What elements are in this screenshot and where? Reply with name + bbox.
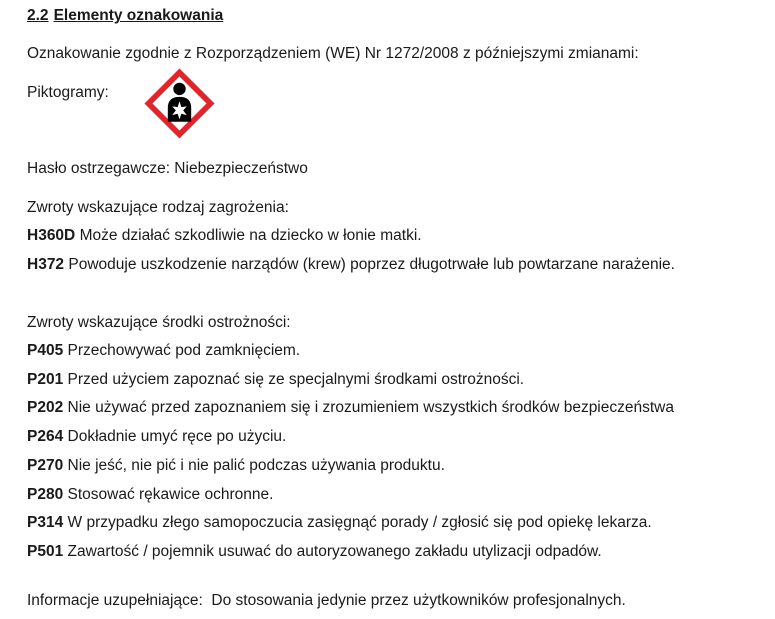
statement-text: Może działać szkodliwie na dziecko w łonie matki.: [79, 227, 422, 244]
hazard-statement: [27, 227, 422, 245]
statement-code: P405: [27, 342, 64, 359]
precautionary-statement: [27, 428, 286, 446]
precautionary-statements-heading: Zwroty wskazujące środki ostrożności:: [27, 314, 291, 331]
statement-text: Nie używać przed zapoznaniem się i zrozumieniem wszystkich środków bezpieczeństwa: [67, 399, 674, 416]
supplementary-text: Do stosowania jedynie przez użytkowników profesjonalnych.: [211, 592, 626, 609]
statement-code: P264: [27, 428, 64, 445]
pictograms-label: Piktogramy:: [27, 84, 109, 101]
signal-word: Hasło ostrzegawcze: Niebezpieczeństwo: [27, 160, 308, 177]
precautionary-statement: [27, 371, 524, 389]
supplementary-label: Informacje uzupełniające:: [27, 592, 203, 609]
statement-text: Nie jeść, nie pić i nie palić podczas używania produktu.: [67, 457, 445, 474]
precautionary-statement: [27, 457, 445, 475]
statement-code: P314: [27, 514, 64, 531]
statement-code: P270: [27, 457, 64, 474]
precautionary-statement: [27, 399, 674, 417]
section-heading: [27, 7, 223, 25]
statement-text: Stosować rękawice ochronne.: [67, 486, 274, 503]
statement-code: P201: [27, 371, 64, 388]
statement-text: Przechowywać pod zamknięciem.: [67, 342, 301, 359]
regulation-text: Oznakowanie zgodnie z Rozporządzeniem (WE) Nr 1272/2008 z późniejszymi zmianami:: [27, 45, 639, 62]
supplementary-info: [27, 592, 626, 610]
statement-text: W przypadku złego samopoczucia zasięgnąć porady / zgłosić się pod opiekę lekarza.: [67, 514, 652, 531]
precautionary-statement: [27, 514, 652, 532]
precautionary-statement: [27, 486, 273, 504]
statement-code: H372: [27, 256, 65, 273]
precautionary-statement: [27, 342, 300, 360]
hazard-statements-heading: Zwroty wskazujące rodzaj zagrożenia:: [27, 199, 289, 216]
statement-code: P280: [27, 486, 64, 503]
section-title: Elementy oznakowania: [53, 7, 224, 24]
section-number: 2.2: [27, 7, 49, 24]
hazard-statement: [27, 256, 675, 274]
precautionary-statement: [27, 543, 602, 561]
statement-code: H360D: [27, 227, 76, 244]
statement-text: Przed użyciem zapoznać się ze specjalnymi środkami ostrożności.: [67, 371, 525, 388]
statement-code: P202: [27, 399, 64, 416]
statement-code: P501: [27, 543, 64, 560]
statement-text: Zawartość / pojemnik usuwać do autoryzowanego zakładu utylizacji odpadów.: [67, 543, 602, 560]
statement-text: Dokładnie umyć ręce po użyciu.: [67, 428, 287, 445]
health-hazard-icon: [143, 67, 216, 140]
statement-text: Powoduje uszkodzenie narządów (krew) poprzez długotrwałe lub powtarzane narażenie.: [68, 256, 675, 273]
